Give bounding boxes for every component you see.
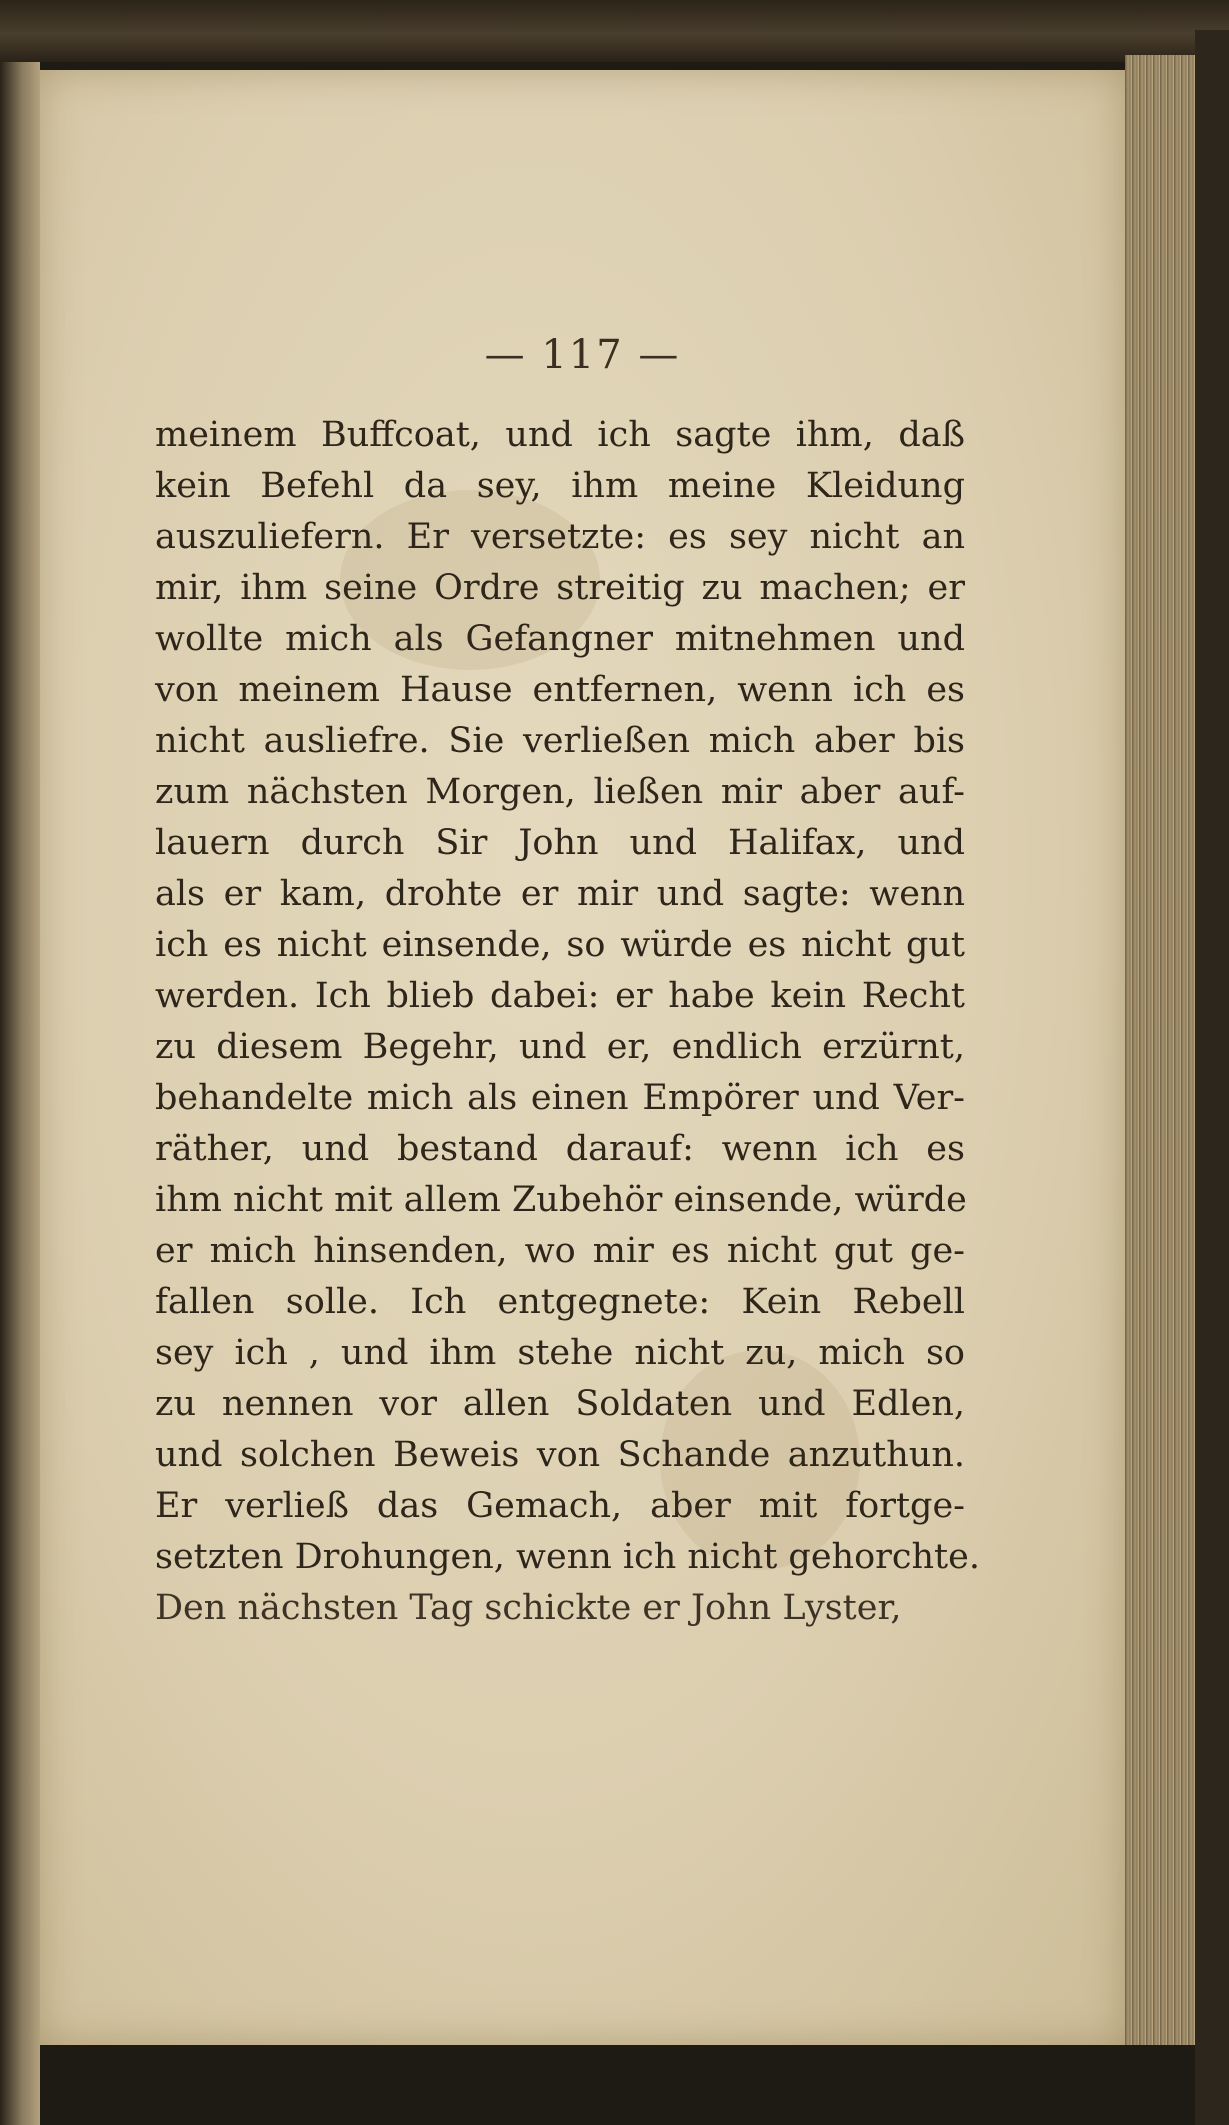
text-line: kein Befehl da sey, ihm meine Kleidung bbox=[155, 466, 965, 506]
text-line: auszuliefern. Er versetzte: es sey nicht an bbox=[155, 517, 965, 557]
text-line: ihm nicht mit allem Zubehör einsende, würde bbox=[155, 1180, 967, 1220]
text-line: von meinem Hause entfernen, wenn ich es bbox=[155, 670, 965, 710]
text-line: behandelte mich als einen Empörer und Ver- bbox=[155, 1078, 965, 1118]
text-line: räther, und bestand darauf: wenn ich es bbox=[155, 1129, 965, 1169]
text-line: werden. Ich blieb dabei: er habe kein Recht bbox=[155, 976, 965, 1016]
text-line: er mich hinsenden, wo mir es nicht gut ge- bbox=[155, 1231, 965, 1271]
text-line: zu nennen vor allen Soldaten und Edlen, bbox=[155, 1384, 965, 1424]
book-page bbox=[40, 70, 1125, 2045]
text-line: setzten Drohungen, wenn ich nicht gehorchte. bbox=[155, 1537, 980, 1577]
text-line: und solchen Beweis von Schande anzuthun. bbox=[155, 1435, 965, 1475]
text-line: mir, ihm seine Ordre streitig zu machen; er bbox=[155, 568, 965, 608]
text-line: fallen solle. Ich entgegnete: Kein Rebell bbox=[155, 1282, 965, 1322]
text-line: lauern durch Sir John und Halifax, und bbox=[155, 823, 965, 863]
page-edges bbox=[1125, 55, 1195, 2050]
text-line: meinem Buffcoat, und ich sagte ihm, daß bbox=[155, 415, 965, 455]
book-gutter bbox=[0, 62, 40, 2125]
text-line: ich es nicht einsende, so würde es nicht gut bbox=[155, 925, 965, 965]
body-text bbox=[155, 410, 980, 1634]
text-line: zu diesem Begehr, und er, endlich erzürnt, bbox=[155, 1027, 965, 1067]
text-line: Den nächsten Tag schickte er John Lyster, bbox=[155, 1588, 902, 1628]
book-cover-right bbox=[1195, 30, 1229, 2125]
scan-bottom bbox=[40, 2045, 1195, 2125]
text-line: als er kam, drohte er mir und sagte: wenn bbox=[155, 874, 965, 914]
text-line: sey ich , und ihm stehe nicht zu, mich so bbox=[155, 1333, 965, 1373]
text-line: Er verließ das Gemach, aber mit fortge- bbox=[155, 1486, 965, 1526]
book-cover-top bbox=[0, 0, 1229, 62]
text-line: zum nächsten Morgen, ließen mir aber auf- bbox=[155, 772, 965, 812]
text-line: wollte mich als Gefangner mitnehmen und bbox=[155, 619, 965, 659]
page-number: — 117 — bbox=[484, 332, 681, 378]
text-line: nicht ausliefre. Sie verließen mich aber bis bbox=[155, 721, 965, 761]
